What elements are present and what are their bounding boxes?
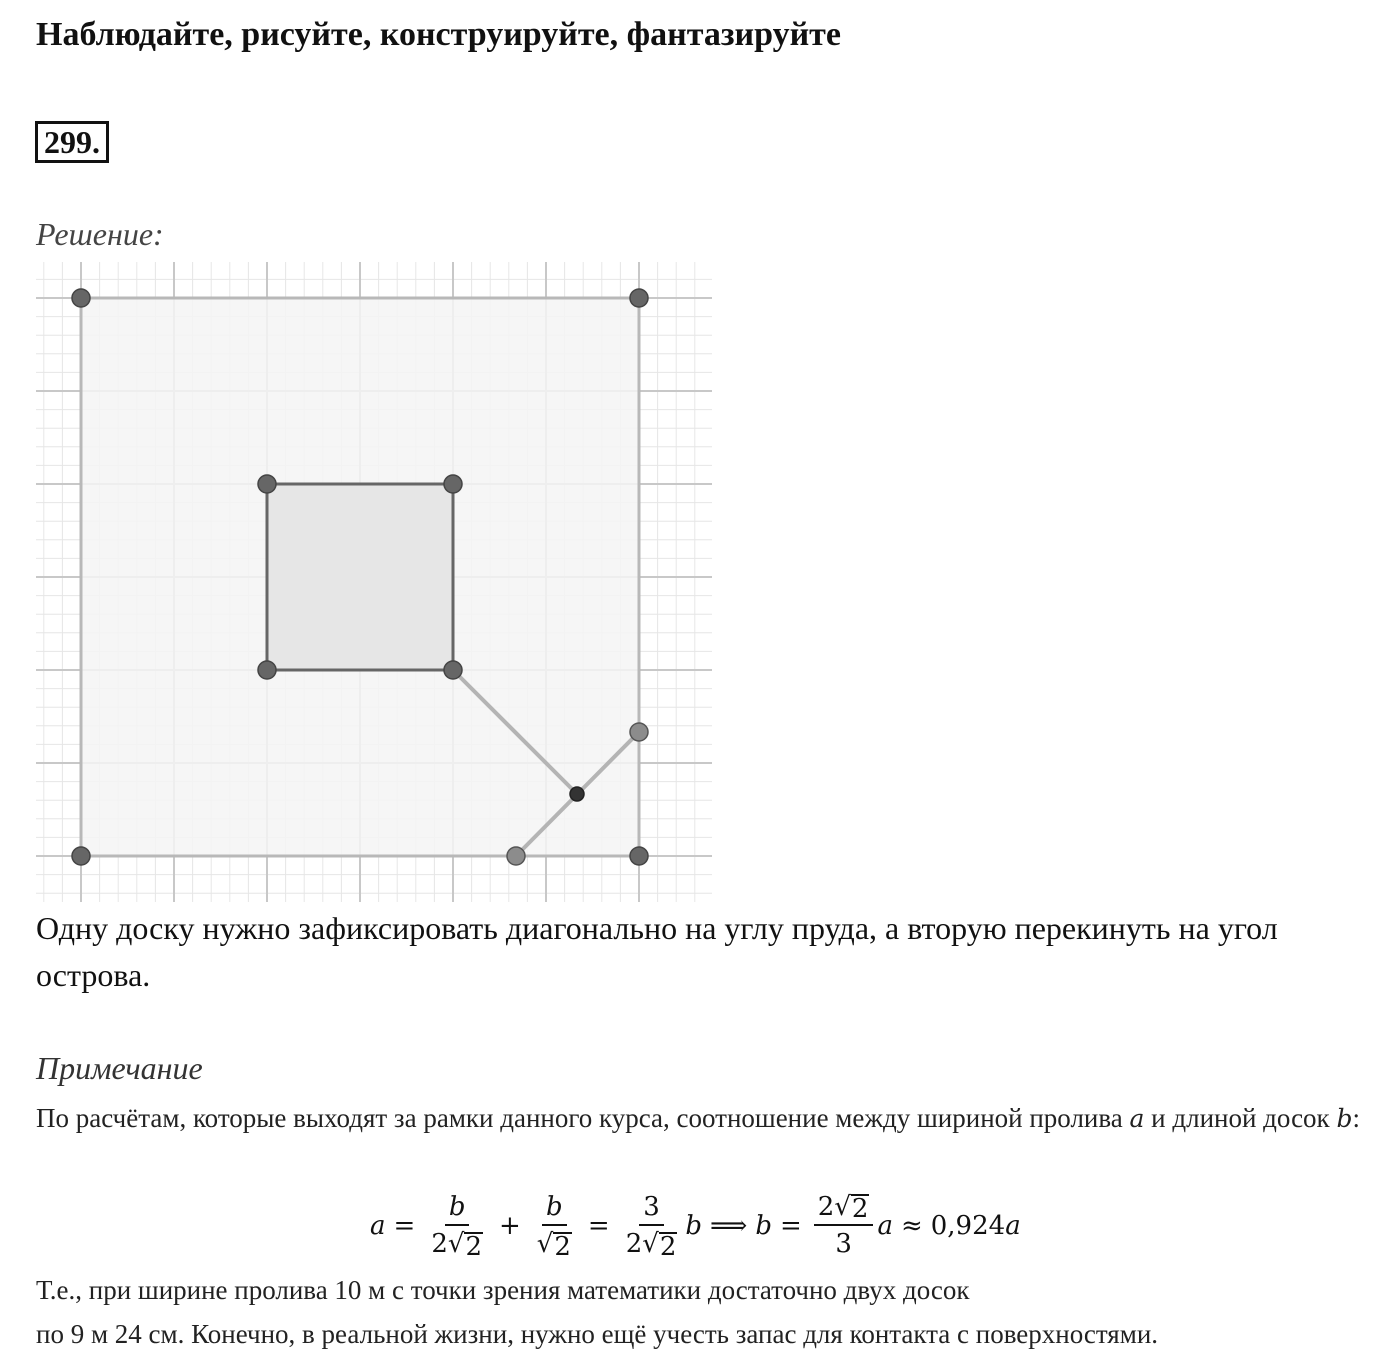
formula (370, 1186, 1021, 1266)
conclusion-line-1: Т.е., при ширине пролива 10 м с точки зрения математики достаточно двух досок (36, 1275, 970, 1305)
equals-sign: = (393, 1211, 416, 1241)
fraction-3-numerator: 3 (639, 1192, 664, 1226)
fraction-4-numerator: 2 √ 2 (814, 1192, 874, 1226)
conclusion-text (36, 1268, 1366, 1356)
implies-sign: ⟹ (710, 1211, 748, 1241)
fraction-4-factor: a (877, 1211, 893, 1241)
var-b: b (1336, 1104, 1353, 1133)
fraction-3-factor: b (685, 1211, 703, 1241)
island-corner-point (258, 661, 276, 679)
fraction-1 (427, 1192, 487, 1260)
pond-corner-point (630, 289, 648, 307)
island-square (267, 484, 453, 670)
note-intro-2: и длиной досок (1144, 1103, 1337, 1133)
fraction-2-numerator: b (542, 1192, 567, 1226)
board-end-point (507, 847, 525, 865)
fraction-1-numerator: b (445, 1192, 470, 1226)
board-end-point (630, 723, 648, 741)
plus-sign: + (498, 1211, 521, 1241)
fraction-4-denominator: 3 (835, 1229, 852, 1259)
pond-island-figure (36, 262, 712, 902)
note-intro-3: : (1352, 1103, 1360, 1133)
formula-result: 0,924 (930, 1211, 1006, 1241)
fraction-3-denominator: 2 √ 2 (625, 1229, 677, 1262)
note-intro-1: По расчётам, которые выходят за рамки данного курса, соотношение между шириной пролива (36, 1103, 1130, 1133)
island-corner-point (258, 475, 276, 493)
board-junction-point (570, 787, 584, 801)
pond-corner-point (72, 847, 90, 865)
var-a: a (1129, 1104, 1145, 1133)
island-corner-point (444, 661, 462, 679)
equals-sign: = (779, 1211, 802, 1241)
note-text (36, 1096, 1366, 1141)
fraction-2-denominator: √ 2 (536, 1229, 571, 1262)
fraction-1-denominator: 2 √ 2 (431, 1229, 482, 1262)
answer-text: Одну доску нужно зафиксировать диагонально на углу пруда, а вторую перекинуть на угол острова. (36, 910, 1278, 993)
fraction-4 (814, 1192, 874, 1260)
problem-number: 299. (35, 121, 109, 163)
pond-corner-point (630, 847, 648, 865)
fraction-3 (622, 1192, 682, 1260)
island-corner-point (444, 475, 462, 493)
formula-b: b (755, 1211, 772, 1241)
pond-corner-point (72, 289, 90, 307)
note-label: Примечание (36, 1050, 203, 1086)
page-title: Наблюдайте, рисуйте, конструируйте, фантазируйте (36, 16, 841, 53)
equals-sign: = (587, 1211, 610, 1241)
conclusion-line-2: по 9 м 24 см. Конечно, в реальной жизни, нужно ещё учесть запас для контакта с поверхностями. (36, 1319, 1159, 1349)
fraction-2 (533, 1192, 576, 1260)
formula-result-var: a (1005, 1211, 1021, 1241)
formula-lhs: a (370, 1211, 386, 1241)
solution-label: Решение: (36, 216, 164, 252)
approx-sign: ≈ (900, 1211, 923, 1241)
